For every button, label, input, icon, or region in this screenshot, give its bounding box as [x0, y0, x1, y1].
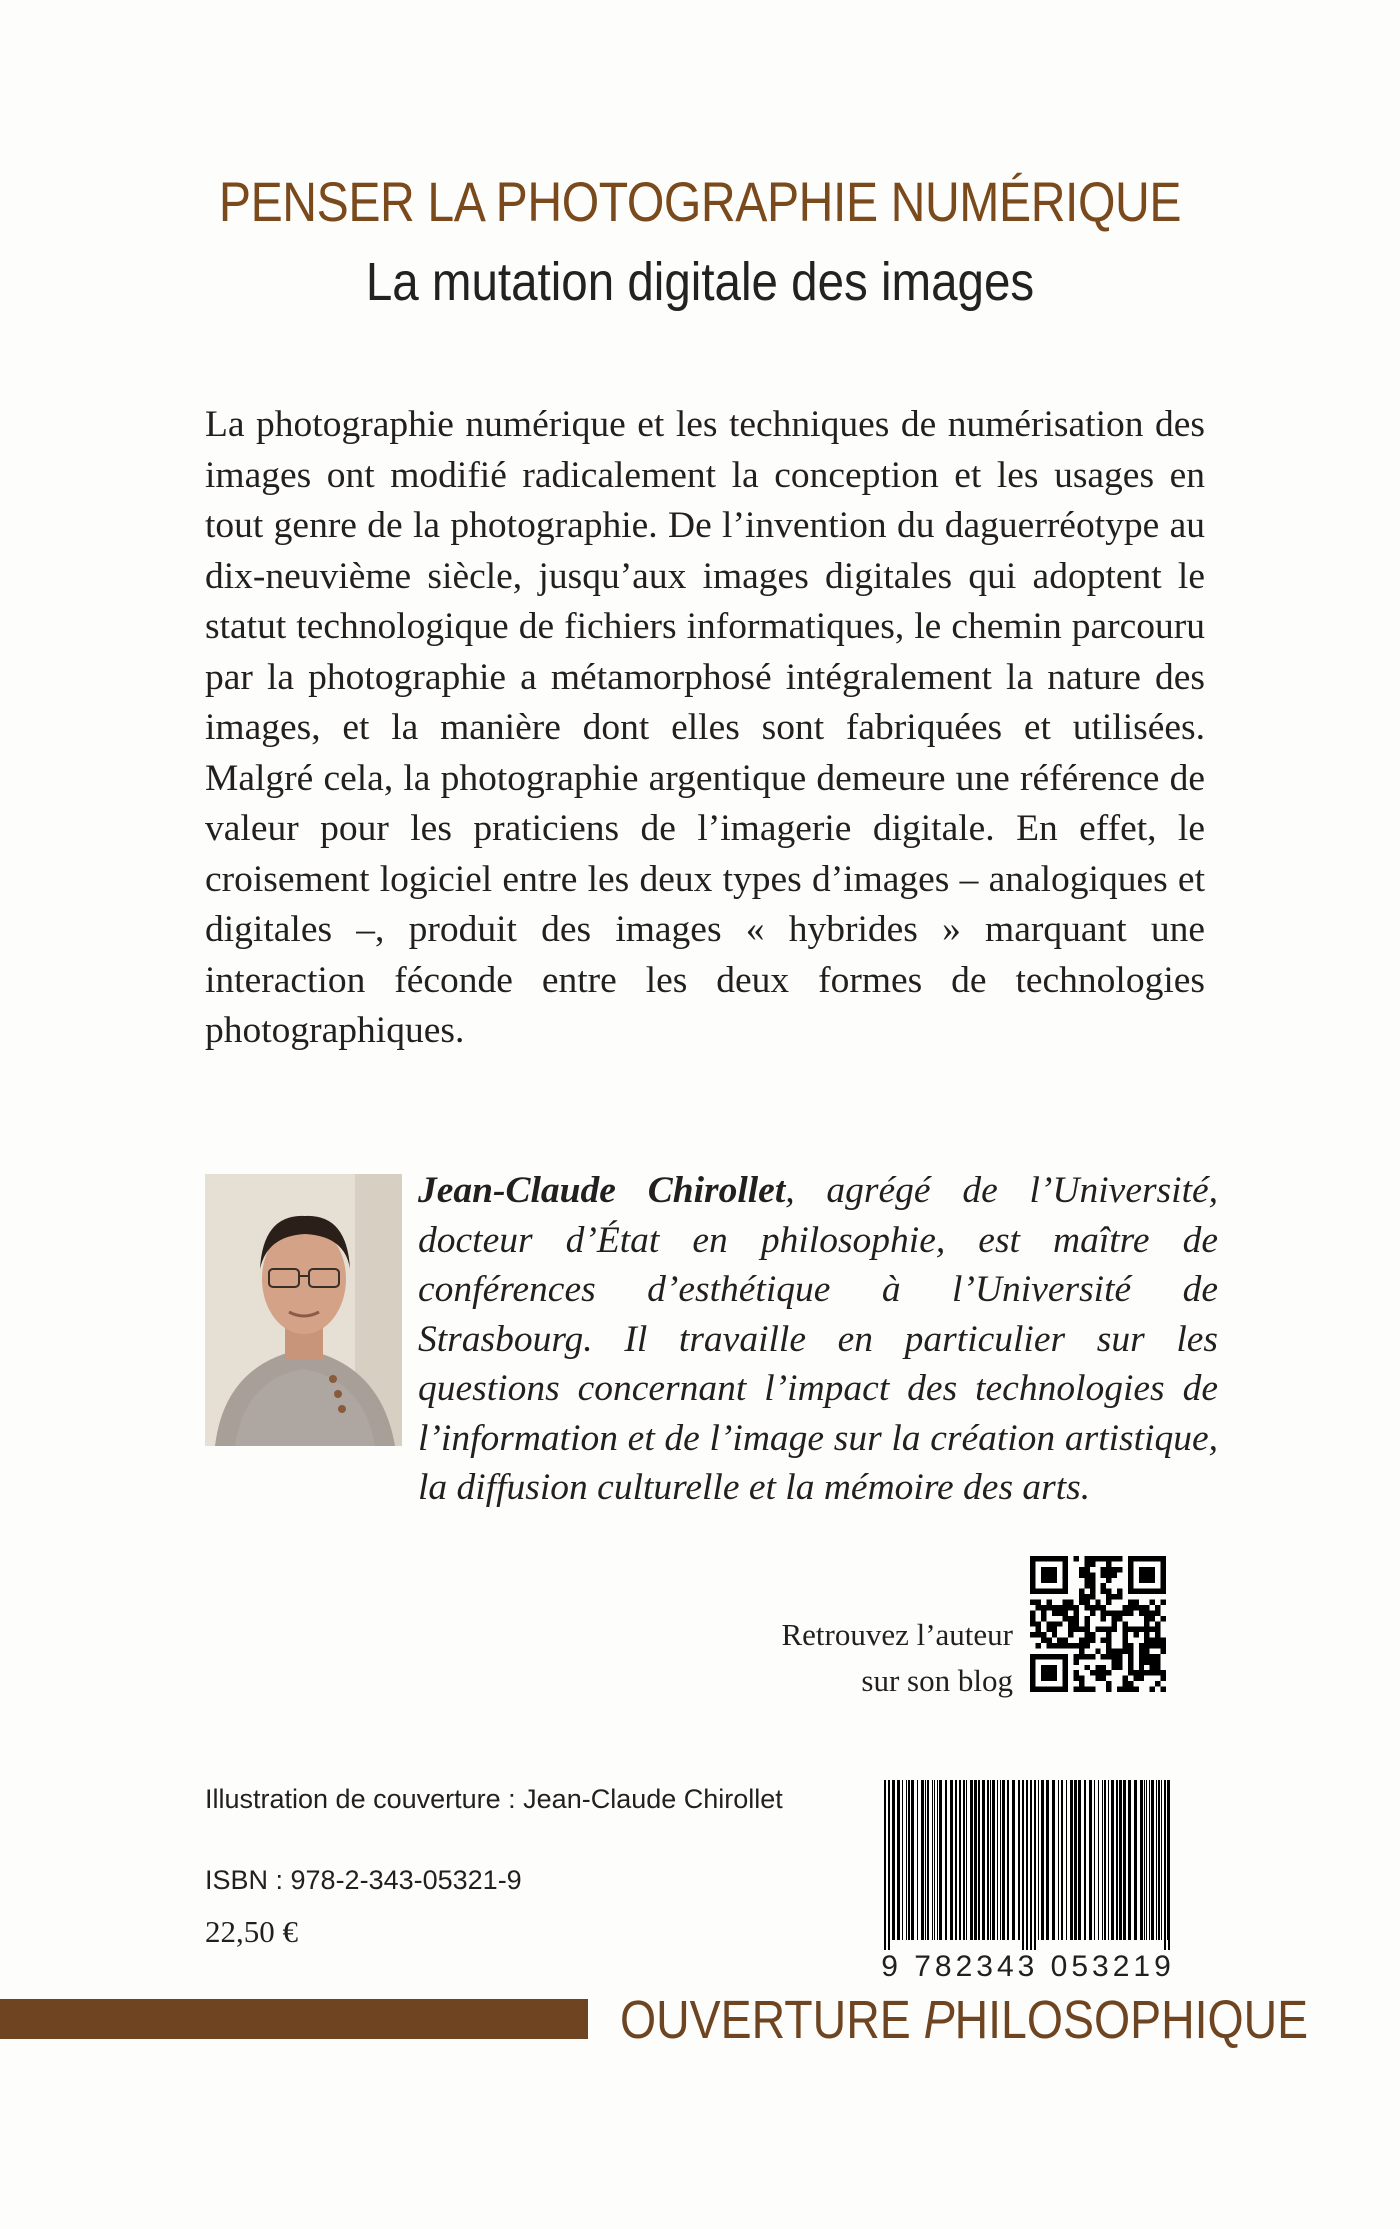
series-name-part3: HILOSOPHIQUE — [954, 1990, 1309, 2050]
qr-caption — [740, 1612, 1013, 1704]
book-title: PENSER LA PHOTOGRAPHIE NUMÉRIQUE — [218, 170, 1182, 233]
series-name-part1: OUVERTURE — [620, 1990, 924, 2050]
qr-code[interactable] — [1030, 1556, 1166, 1692]
author-bio-text: , agrégé de l’Université, docteur d’État en philosophie, est maître de conférences d’esthétique à l’Université de Strasbourg. Il travaille en particulier sur les questions concernant l’impact des technologies de l’information et de l’image sur la création artistique, la diffusion culturelle et la mémoire des arts. — [418, 1170, 1219, 1508]
series-name-initial: P — [923, 1990, 955, 2050]
author-portrait-illustration — [205, 1174, 402, 1446]
author-photo — [205, 1174, 402, 1446]
qr-caption-line1: Retrouvez l’auteur — [781, 1617, 1013, 1652]
series-color-bar — [0, 1999, 588, 2039]
illustration-credit: Illustration de couverture : Jean-Claude Chirollet — [205, 1784, 783, 1814]
series-name — [620, 1990, 1308, 2050]
isbn: ISBN : 978-2-343-05321-9 — [205, 1865, 522, 1895]
barcode — [880, 1780, 1176, 1950]
book-subtitle: La mutation digitale des images — [365, 252, 1035, 312]
author-name: Jean-Claude Chirollet — [418, 1170, 786, 1211]
qr-caption-line2: sur son blog — [861, 1663, 1013, 1698]
barcode-digits: 9 782343 053219 — [881, 1950, 1175, 1983]
author-bio — [418, 1166, 1218, 1513]
price: 22,50 € — [205, 1914, 298, 1949]
summary-text: La photographie numérique et les techniques de numérisation des images ont modifié radicalement la conception et les usages en tout genre de la photographie. De l’invention du daguerréotype au dix-neuvième siècle, jusqu’aux images digitales qui adoptent le statut technologique de fichiers informatiques, le chemin parcouru par la photographie a métamorphosé intégralement la nature des images, et la manière dont elles sont fabriquées et utilisées. Malgré cela, la photographie argentique demeure une référence de valeur pour les praticiens de l’imagerie digitale. En effet, le croisement logiciel entre les deux types d’images – analogiques et digitales –, produit des images « hybrides » marquant une interaction féconde entre les deux formes de technologies photographiques. — [205, 404, 1205, 1051]
